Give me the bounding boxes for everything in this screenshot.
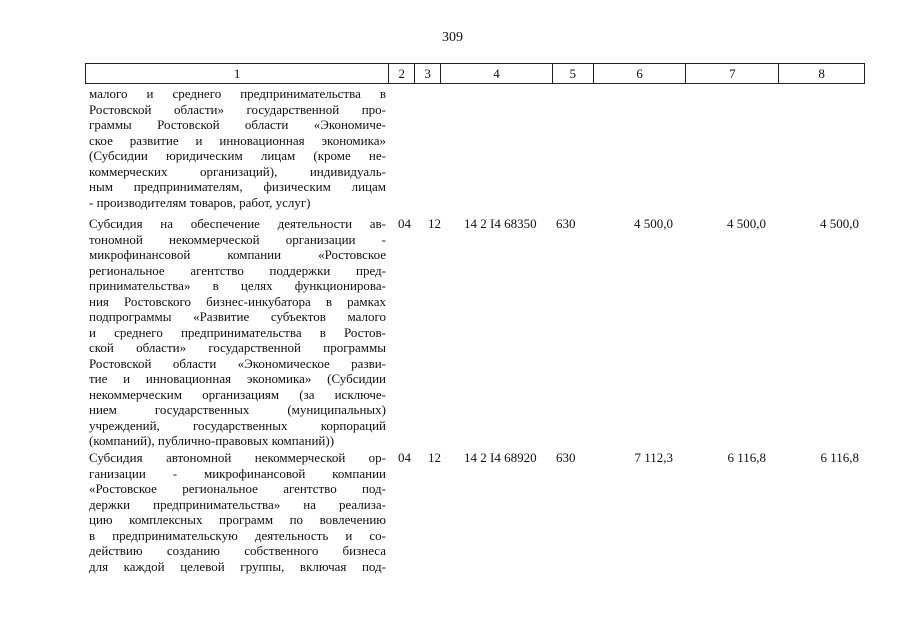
description-line: действию созданию собственного бизнеса xyxy=(89,543,386,558)
description-line: учреждений, государственных корпораций xyxy=(89,417,386,433)
description-line: Ростовской области» государственной про- xyxy=(89,101,386,117)
row-description xyxy=(85,86,389,210)
description-line: Субсидия автономной некоммерческой ор- xyxy=(89,450,386,465)
description-line: цию комплексных программ по вовлечению xyxy=(89,512,386,527)
subsection-code: 12 xyxy=(428,450,441,465)
description-line: ным предпринимателям, физическим лицам xyxy=(89,179,386,194)
section-code: 04 xyxy=(398,450,411,465)
description-line: ское развитие и инновационная экономика» xyxy=(89,132,386,148)
amount-col-8: 4 500,0 xyxy=(820,216,859,231)
description-line: нием государственных (муниципальных) xyxy=(89,402,386,417)
description-line: ганизации - микрофинансовой компании xyxy=(89,465,386,481)
description-line: принимательства» в целях функционирова- xyxy=(89,278,386,293)
header-col-2: 2 xyxy=(389,64,415,83)
amount-col-8: 6 116,8 xyxy=(820,450,859,465)
description-line: (Субсидии юридическим лицам (кроме не- xyxy=(89,148,386,163)
description-line: в предпринимательскую деятельность и со- xyxy=(89,527,386,543)
expense-type-code: 630 xyxy=(556,216,576,231)
description-line: тие и инновационная экономика» (Субсидии xyxy=(89,371,386,386)
subsection-code: 12 xyxy=(428,216,441,231)
table-row xyxy=(85,450,865,574)
description-line: держки предпринимательства» на реализа- xyxy=(89,496,386,512)
description-line: «Ростовское региональное агентство под- xyxy=(89,481,386,496)
table-row xyxy=(85,216,865,449)
header-col-5: 5 xyxy=(553,64,594,83)
amount-col-6: 4 500,0 xyxy=(634,216,673,231)
row-description xyxy=(85,216,389,449)
amount-col-6: 7 112,3 xyxy=(634,450,673,465)
description-line: тономной некоммерческой организации - xyxy=(89,231,386,247)
amount-col-7: 6 116,8 xyxy=(727,450,766,465)
description-line: региональное агентство поддержки пред- xyxy=(89,262,386,278)
description-line: ния Ростовского бизнес-инкубатора в рамках xyxy=(89,293,386,309)
target-article-code: 14 2 I4 68920 xyxy=(464,450,537,465)
row-description xyxy=(85,450,389,574)
header-col-1: 1 xyxy=(86,64,389,83)
section-code: 04 xyxy=(398,216,411,231)
target-article-code: 14 2 I4 68350 xyxy=(464,216,537,231)
description-line: некоммерческим организациям (за исключе- xyxy=(89,386,386,402)
amount-col-7: 4 500,0 xyxy=(727,216,766,231)
description-line: для каждой целевой группы, включая под- xyxy=(89,558,386,574)
description-line: Субсидия на обеспечение деятельности ав- xyxy=(89,216,386,231)
table-row xyxy=(85,86,865,210)
description-line: Ростовской области «Экономическое разви- xyxy=(89,355,386,371)
table-header xyxy=(85,63,865,84)
description-line: малого и среднего предпринимательства в xyxy=(89,86,386,101)
description-line: и среднего предпринимательства в Ростов- xyxy=(89,324,386,340)
description-line: граммы Ростовской области «Экономиче- xyxy=(89,117,386,132)
page-number: 309 xyxy=(442,30,463,45)
description-line: микрофинансовой компании «Ростовское xyxy=(89,247,386,262)
header-col-8: 8 xyxy=(818,65,825,81)
description-line: коммерческих организаций), индивидуаль- xyxy=(89,163,386,179)
description-line: подпрограммы «Развитие субъектов малого xyxy=(89,309,386,324)
description-line: - производителям товаров, работ, услуг) xyxy=(89,194,311,210)
header-col-7: 7 xyxy=(686,64,779,83)
header-col-6: 6 xyxy=(594,64,687,83)
header-col-4: 4 xyxy=(441,64,553,83)
expense-type-code: 630 xyxy=(556,450,576,465)
header-col-3: 3 xyxy=(415,64,441,83)
description-line: (компаний), публично-правовых компаний)) xyxy=(89,433,335,448)
description-line: ской области» государственной программы xyxy=(89,340,386,355)
